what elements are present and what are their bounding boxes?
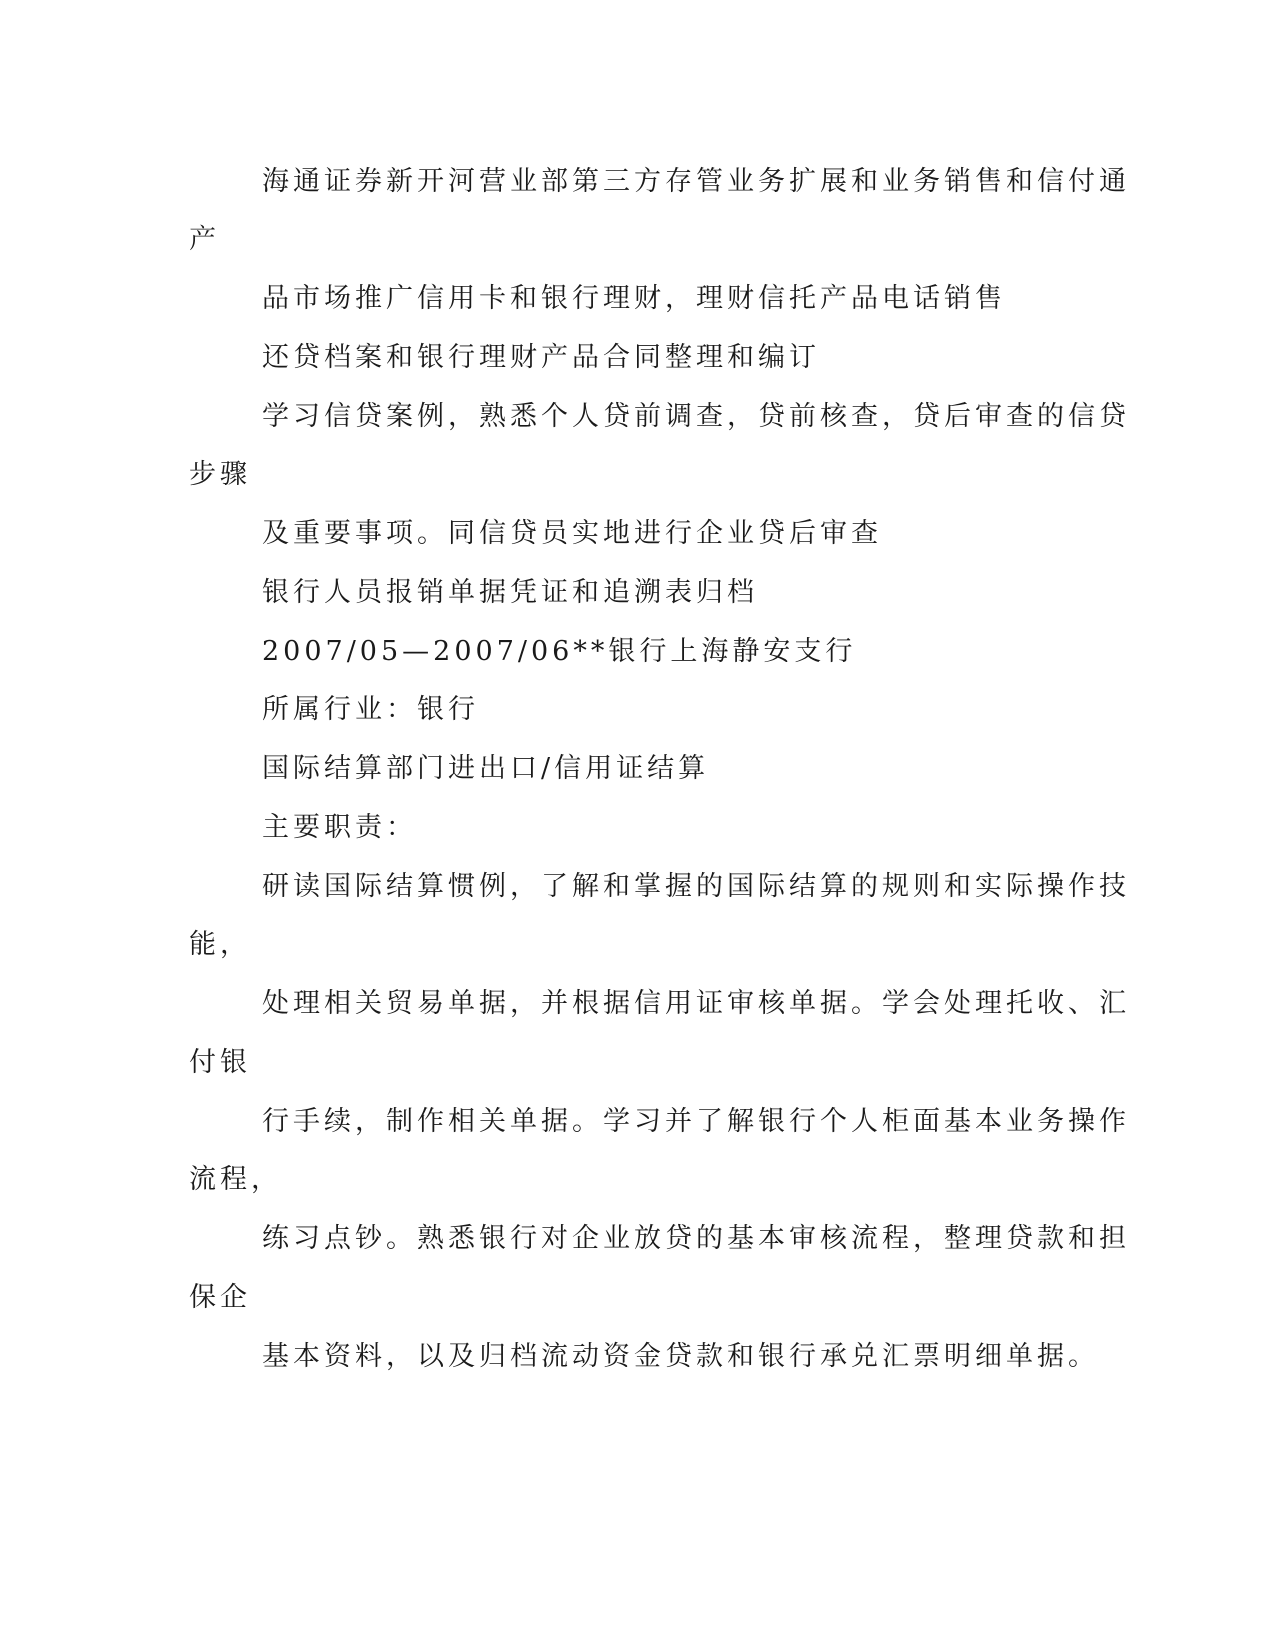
text-line-15: 处理相关贸易单据，并根据信用证审核单据。学会处理托收、汇 <box>262 988 1130 1019</box>
text-line-16: 付银 <box>189 1047 251 1078</box>
text-line-5: 学习信贷案例，熟悉个人贷前调查，贷前核查，贷后审查的信贷 <box>262 401 1130 432</box>
text-line-20: 保企 <box>189 1282 251 1313</box>
text-line-11: 国际结算部门进出口/信用证结算 <box>262 753 710 784</box>
text-line-18: 流程， <box>189 1164 282 1195</box>
text-line-6: 步骤 <box>189 459 251 490</box>
text-line-1: 海通证券新开河营业部第三方存管业务扩展和业务销售和信付通 <box>262 166 1130 197</box>
text-line-4: 还贷档案和银行理财产品合同整理和编订 <box>262 342 820 373</box>
text-line-2: 产 <box>189 224 220 255</box>
text-line-9: 2007/05—2007/06**银行上海静安支行 <box>262 636 857 667</box>
text-line-14: 能， <box>189 929 251 960</box>
text-line-8: 银行人员报销单据凭证和追溯表归档 <box>262 577 758 608</box>
text-line-3: 品市场推广信用卡和银行理财，理财信托产品电话销售 <box>262 283 1006 314</box>
text-line-7: 及重要事项。同信贷员实地进行企业贷后审查 <box>262 518 882 549</box>
text-line-21: 基本资料，以及归档流动资金贷款和银行承兑汇票明细单据。 <box>262 1341 1099 1372</box>
text-line-10: 所属行业：银行 <box>262 694 479 725</box>
text-line-19: 练习点钞。熟悉银行对企业放贷的基本审核流程，整理贷款和担 <box>262 1223 1130 1254</box>
text-line-17: 行手续，制作相关单据。学习并了解银行个人柜面基本业务操作 <box>262 1106 1130 1137</box>
text-line-12: 主要职责： <box>262 812 417 843</box>
text-line-13: 研读国际结算惯例，了解和掌握的国际结算的规则和实际操作技 <box>262 871 1130 902</box>
